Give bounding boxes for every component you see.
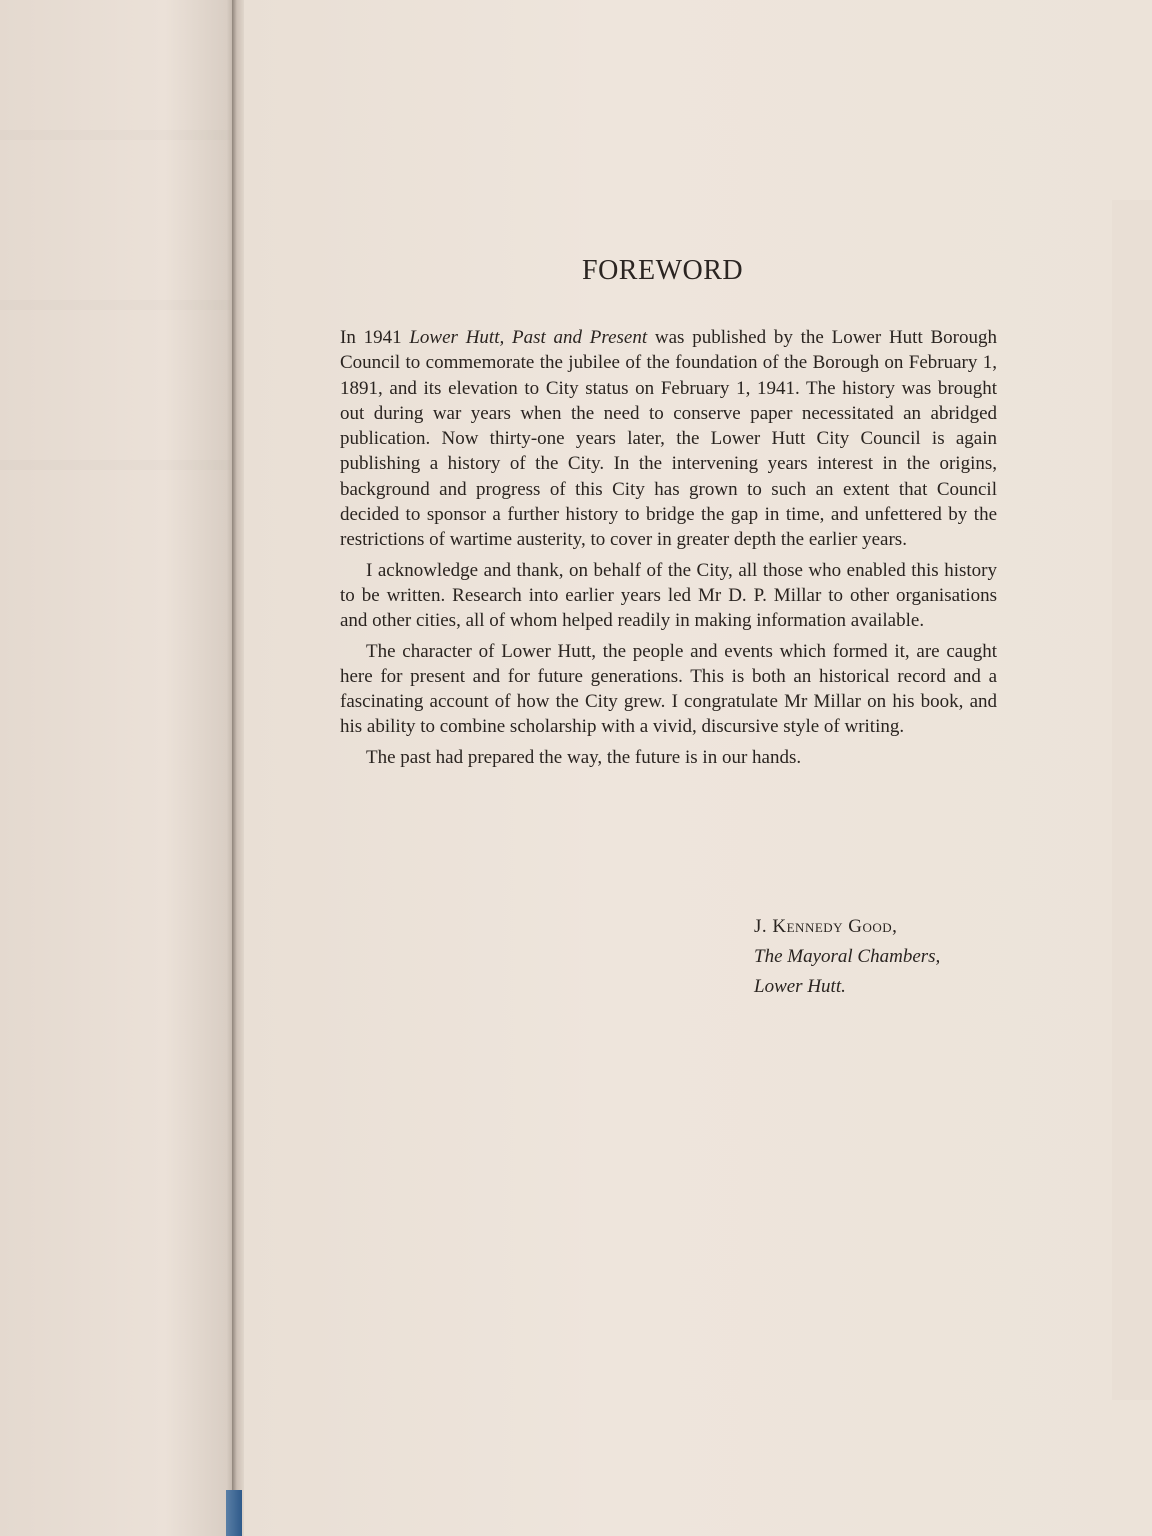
- book-title: Lower Hutt, Past and Present: [409, 327, 648, 348]
- bleed-through-shadow: [0, 460, 230, 470]
- bleed-through-shadow: [0, 300, 230, 310]
- paragraph-2: I acknowledge and thank, on behalf of the City, all those who enabled this history to be written. Research into earlier years led Mr D. P. Millar to other organisations and other cities, all of whom helped readily in making information available.: [340, 559, 997, 632]
- paragraph-text: was published by the Lower Hutt Borough Council to commemorate the jubilee of the foundation of the Borough on February 1, 1891, and its elevation to City status on February 1, 1941. The history was brought out during war years when the need to conserve paper necessitated an abridged publication. Now thirty-one years later, the Lower Hutt City Council is again publishing a history of the City. In the intervening years interest in the origins, background and progress of this City has grown to such an extent that Council decided to sponsor a further history to bridge the gap in time, and unfettered by the restrictions of wartime austerity, to cover in greater depth the earlier years.: [340, 327, 998, 551]
- signatory-office: The Mayoral Chambers,: [754, 946, 941, 967]
- left-page: [0, 0, 236, 1536]
- bleed-through-shadow: [1112, 200, 1152, 1400]
- cover-edge: [226, 1490, 242, 1536]
- paragraph-1: [340, 325, 997, 553]
- paragraph-3: The character of Lower Hutt, the people and events which formed it, are caught here for present and for future generations. This is both an historical record and a fascinating account of how the City grew. I congratulate Mr Millar on his book, and his ability to combine scholarship with a vivid, discursive style of writing.: [340, 640, 997, 738]
- paragraph-text: In 1941: [340, 327, 410, 348]
- signatory-name: J. Kennedy Good,: [754, 916, 898, 937]
- signatory-location: Lower Hutt.: [754, 976, 846, 997]
- page-title: FOREWORD: [582, 255, 744, 286]
- foreword-body: [340, 325, 997, 770]
- paragraph-4: The past had prepared the way, the future is in our hands.: [366, 746, 802, 768]
- signature-block: [754, 912, 1014, 1002]
- bleed-through-shadow: [0, 130, 230, 140]
